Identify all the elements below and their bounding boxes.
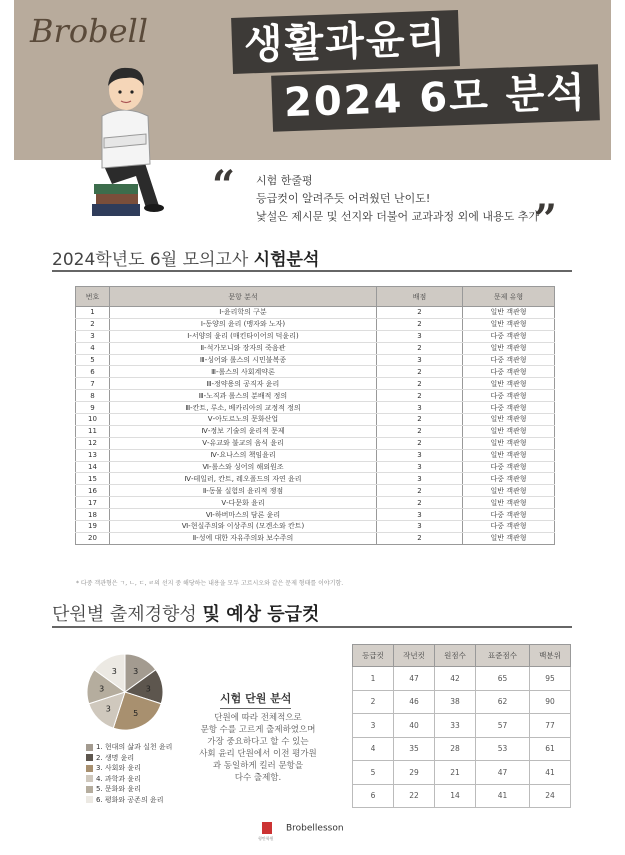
table-cell: Ⅳ-요나스의 책임윤리 xyxy=(110,449,377,461)
pie-slice-label: 3 xyxy=(145,684,151,694)
review-quote xyxy=(256,172,596,226)
table-cell: 24 xyxy=(529,784,570,808)
table-cell: 다중 객관형 xyxy=(463,473,555,485)
table-cell: 2 xyxy=(377,342,463,354)
table-cell: 일반 객관형 xyxy=(463,449,555,461)
table-cell: Ⅵ-롤스와 싱어의 해외원조 xyxy=(110,461,377,473)
table-cell: Ⅵ-현실주의와 이상주의 (모겐소와 칸트) xyxy=(110,521,377,533)
table-row xyxy=(76,318,555,330)
table-cell: 14 xyxy=(76,461,110,473)
table-cell: 21 xyxy=(434,761,475,785)
table-cell: 2 xyxy=(377,497,463,509)
table-cell: 다중 객관형 xyxy=(463,330,555,342)
table-cell: 41 xyxy=(529,761,570,785)
legend-label: 2. 생명 윤리 xyxy=(96,753,135,762)
table-row xyxy=(353,737,571,761)
table-cell: 2 xyxy=(377,378,463,390)
footer xyxy=(258,822,344,841)
pie-slice-label: 3 xyxy=(111,667,117,677)
table-cell: Ⅱ-동물 실험의 윤리적 쟁점 xyxy=(110,485,377,497)
table-cell: Ⅰ-동양의 윤리 (맹자와 노자) xyxy=(110,318,377,330)
table-cell: 다중 객관형 xyxy=(463,509,555,521)
legend-swatch xyxy=(86,796,93,803)
legend-swatch xyxy=(86,765,93,772)
analysis-title: 시험 단원 분석 xyxy=(220,690,291,709)
table-cell: 일반 객관형 xyxy=(463,414,555,426)
table-cell: 4 xyxy=(76,342,110,354)
table-cell: 다중 객관형 xyxy=(463,521,555,533)
analysis-line: 단원에 따라 전체적으로 xyxy=(214,713,302,723)
table-cell: 다중 객관형 xyxy=(463,354,555,366)
table-cell: 3 xyxy=(377,521,463,533)
table-cell: Ⅴ-아도르노의 문화산업 xyxy=(110,414,377,426)
table-cell: 12 xyxy=(76,437,110,449)
col-header: 작년컷 xyxy=(393,645,434,667)
col-header: 문제 유형 xyxy=(463,287,555,307)
table-cell: 95 xyxy=(529,667,570,691)
table-cell: 47 xyxy=(475,761,529,785)
table-cell: 일반 객관형 xyxy=(463,318,555,330)
table-cell: Ⅲ-칸트, 루소, 베카리아의 교정적 정의 xyxy=(110,402,377,414)
table-cell: 53 xyxy=(475,737,529,761)
table-cell: 77 xyxy=(529,714,570,738)
table-cell: 3 xyxy=(377,509,463,521)
table-row xyxy=(76,425,555,437)
table-row xyxy=(76,521,555,533)
table-cell: 2 xyxy=(377,485,463,497)
table-row xyxy=(76,414,555,426)
table-cell: 1 xyxy=(76,307,110,319)
footer-brand: Brobellesson xyxy=(286,823,344,834)
table-cell: 47 xyxy=(393,667,434,691)
section-title-trend xyxy=(52,600,319,626)
table-footnote: * 다중 객관형은 ㄱ, ㄴ, ㄷ, ㄹ의 선지 중 해당하는 내용을 모두 고르시오와 같은 문제 형태를 이야기함. xyxy=(76,580,344,587)
section-title-mid: 및 xyxy=(202,604,227,625)
table-cell: 41 xyxy=(475,784,529,808)
legend-label: 5. 문화와 윤리 xyxy=(96,785,141,793)
section-title-plain: 2024학년도 6월 모의고사 xyxy=(52,250,254,270)
table-row xyxy=(76,532,555,544)
table-cell: 28 xyxy=(434,737,475,761)
legend-item xyxy=(86,795,172,806)
table-cell: 61 xyxy=(529,737,570,761)
table-cell: 2 xyxy=(377,532,463,544)
table-cell: 일반 객관형 xyxy=(463,497,555,509)
main-title xyxy=(232,10,602,127)
table-row xyxy=(353,714,571,738)
table-cell: 2 xyxy=(377,366,463,378)
legend-item xyxy=(86,753,172,764)
table-cell: 22 xyxy=(393,784,434,808)
table-cell: 1 xyxy=(353,667,394,691)
open-quote-icon: “ xyxy=(212,162,236,209)
col-header: 문항 분석 xyxy=(110,287,377,307)
legend-swatch xyxy=(86,754,93,761)
table-cell: Ⅴ-유교와 불교의 음식 윤리 xyxy=(110,437,377,449)
table-cell: 57 xyxy=(475,714,529,738)
pie-slice-label: 5 xyxy=(133,708,139,718)
section-title-plain: 단원별 출제경향성 xyxy=(52,604,203,625)
table-cell: Ⅴ-다문화 윤리 xyxy=(110,497,377,509)
close-quote-icon: ” xyxy=(534,196,558,243)
pie-legend xyxy=(86,742,172,805)
divider xyxy=(52,626,572,628)
analysis-line: 과 동일하게 킬러 문항을 xyxy=(212,761,304,771)
table-row xyxy=(76,402,555,414)
col-header: 표준점수 xyxy=(475,645,529,667)
table-cell: Ⅰ-서양의 윤리 (매킨타이어의 덕윤리) xyxy=(110,330,377,342)
table-cell: 일반 객관형 xyxy=(463,307,555,319)
table-cell: Ⅳ-정보 기술의 윤리적 문제 xyxy=(110,425,377,437)
table-row xyxy=(76,509,555,521)
unit-pie-chart xyxy=(86,653,164,731)
table-cell: 35 xyxy=(393,737,434,761)
table-cell: Ⅲ-롤스의 사회계약론 xyxy=(110,366,377,378)
table-cell: 다중 객관형 xyxy=(463,366,555,378)
table-cell: 2 xyxy=(377,390,463,402)
table-row xyxy=(353,667,571,691)
analysis-line: 사회 윤리 단원에서 이전 평가원 xyxy=(199,749,317,759)
table-row xyxy=(353,690,571,714)
table-cell: 40 xyxy=(393,714,434,738)
table-cell: 90 xyxy=(529,690,570,714)
legend-swatch xyxy=(86,744,93,751)
table-row xyxy=(353,761,571,785)
table-row xyxy=(76,497,555,509)
divider xyxy=(52,270,572,272)
table-cell: 4 xyxy=(353,737,394,761)
pie-slice-label: 3 xyxy=(105,704,111,714)
table-cell: 9 xyxy=(76,402,110,414)
table-cell: 2 xyxy=(76,318,110,330)
section-title-analysis xyxy=(52,245,319,270)
table-cell: 10 xyxy=(76,414,110,426)
logo-text: 형만학원 xyxy=(258,836,274,841)
table-cell: 2 xyxy=(377,437,463,449)
table-cell: 3 xyxy=(377,473,463,485)
table-row xyxy=(76,473,555,485)
table-cell: 2 xyxy=(377,318,463,330)
table-cell: 다중 객관형 xyxy=(463,461,555,473)
table-cell: Ⅰ-윤리학의 구분 xyxy=(110,307,377,319)
table-row xyxy=(76,390,555,402)
table-cell: 3 xyxy=(377,354,463,366)
table-cell: 일반 객관형 xyxy=(463,425,555,437)
table-row xyxy=(76,307,555,319)
legend-item xyxy=(86,742,172,753)
table-row xyxy=(76,366,555,378)
analysis-body xyxy=(183,712,333,784)
table-cell: 6 xyxy=(353,784,394,808)
legend-label: 3. 사회와 윤리 xyxy=(96,764,141,772)
table-cell: 65 xyxy=(475,667,529,691)
legend-item xyxy=(86,784,172,795)
table-cell: 일반 객관형 xyxy=(463,532,555,544)
section-title-bold: 시험분석 xyxy=(253,250,320,270)
table-cell: 2 xyxy=(377,307,463,319)
table-cell: 62 xyxy=(475,690,529,714)
table-cell: Ⅲ-싱어와 롤스의 시민불복종 xyxy=(110,354,377,366)
legend-swatch xyxy=(86,775,93,782)
table-cell: Ⅱ-석가모니와 장자의 죽음관 xyxy=(110,342,377,354)
table-cell: 5 xyxy=(76,354,110,366)
quote-line: 시험 한줄평 xyxy=(256,174,313,187)
table-cell: 17 xyxy=(76,497,110,509)
table-row xyxy=(76,449,555,461)
table-row xyxy=(353,784,571,808)
table-cell: 18 xyxy=(76,509,110,521)
table-cell: 2 xyxy=(377,414,463,426)
table-cell: 19 xyxy=(76,521,110,533)
title-line1: 생활과윤리 xyxy=(231,10,460,74)
table-cell: 20 xyxy=(76,532,110,544)
table-cell: 6 xyxy=(76,366,110,378)
pie-slice-label: 3 xyxy=(99,684,105,694)
col-header: 배점 xyxy=(377,287,463,307)
table-cell: 3 xyxy=(377,402,463,414)
table-row xyxy=(76,461,555,473)
analysis-line: 가장 중요하다고 할 수 있는 xyxy=(207,737,309,747)
table-cell: Ⅱ-성에 대한 자유주의와 보수주의 xyxy=(110,532,377,544)
analysis-line: 문항 수를 고르게 출제하였으며 xyxy=(200,725,316,735)
table-cell: 16 xyxy=(76,485,110,497)
legend-item xyxy=(86,763,172,774)
table-row xyxy=(76,485,555,497)
table-cell: 일반 객관형 xyxy=(463,378,555,390)
legend-label: 4. 과학과 윤리 xyxy=(96,774,141,783)
table-cell: 다중 객관형 xyxy=(463,402,555,414)
analysis-line: 다수 출제함. xyxy=(234,773,282,783)
brand-logo: Brobell xyxy=(30,12,148,50)
table-row xyxy=(76,342,555,354)
table-cell: 일반 객관형 xyxy=(463,342,555,354)
table-cell: 33 xyxy=(434,714,475,738)
section-title-bold: 예상 등급컷 xyxy=(226,604,320,625)
grade-cut-table xyxy=(352,644,571,808)
table-cell: 15 xyxy=(76,473,110,485)
table-cell: Ⅲ-노직과 롤스의 분배적 정의 xyxy=(110,390,377,402)
table-row xyxy=(76,378,555,390)
table-cell: 다중 객관형 xyxy=(463,390,555,402)
table-cell: 3 xyxy=(76,330,110,342)
table-cell: Ⅲ-정약용의 공직자 윤리 xyxy=(110,378,377,390)
table-cell: Ⅵ-하버마스의 담론 윤리 xyxy=(110,509,377,521)
legend-label: 6. 평화와 공존의 윤리 xyxy=(96,795,164,804)
table-row xyxy=(76,330,555,342)
table-cell: 13 xyxy=(76,449,110,461)
col-header: 번호 xyxy=(76,287,110,307)
col-header: 백분위 xyxy=(529,645,570,667)
table-cell: 일반 객관형 xyxy=(463,485,555,497)
legend-swatch xyxy=(86,786,93,793)
table-cell: Ⅳ-테일러, 칸트, 레오폴드의 자연 윤리 xyxy=(110,473,377,485)
table-cell: 2 xyxy=(377,425,463,437)
table-cell: 14 xyxy=(434,784,475,808)
question-analysis-table xyxy=(75,286,555,545)
pie-slice-label: 3 xyxy=(133,667,139,677)
table-cell: 3 xyxy=(377,449,463,461)
table-cell: 3 xyxy=(377,330,463,342)
table-cell: 일반 객관형 xyxy=(463,437,555,449)
quote-line: 등급컷이 알려주듯 어려웠던 난이도! xyxy=(256,192,431,205)
table-cell: 46 xyxy=(393,690,434,714)
academy-logo-icon xyxy=(258,822,274,841)
legend-item xyxy=(86,774,172,785)
table-cell: 7 xyxy=(76,378,110,390)
table-cell: 11 xyxy=(76,425,110,437)
col-header: 등급컷 xyxy=(353,645,394,667)
table-row xyxy=(76,354,555,366)
table-cell: 5 xyxy=(353,761,394,785)
table-cell: 2 xyxy=(353,690,394,714)
table-cell: 38 xyxy=(434,690,475,714)
table-cell: 42 xyxy=(434,667,475,691)
table-cell: 29 xyxy=(393,761,434,785)
table-cell: 8 xyxy=(76,390,110,402)
title-line2: 2024 6모 분석 xyxy=(271,64,600,131)
character-illustration xyxy=(84,56,174,226)
legend-label: 1. 현대의 삶과 실천 윤리 xyxy=(96,743,173,751)
quote-line: 낯설은 제시문 및 선지와 더불어 교과과정 외에 내용도 추가 xyxy=(256,210,539,223)
table-cell: 3 xyxy=(353,714,394,738)
table-cell: 3 xyxy=(377,461,463,473)
table-row xyxy=(76,437,555,449)
col-header: 원점수 xyxy=(434,645,475,667)
